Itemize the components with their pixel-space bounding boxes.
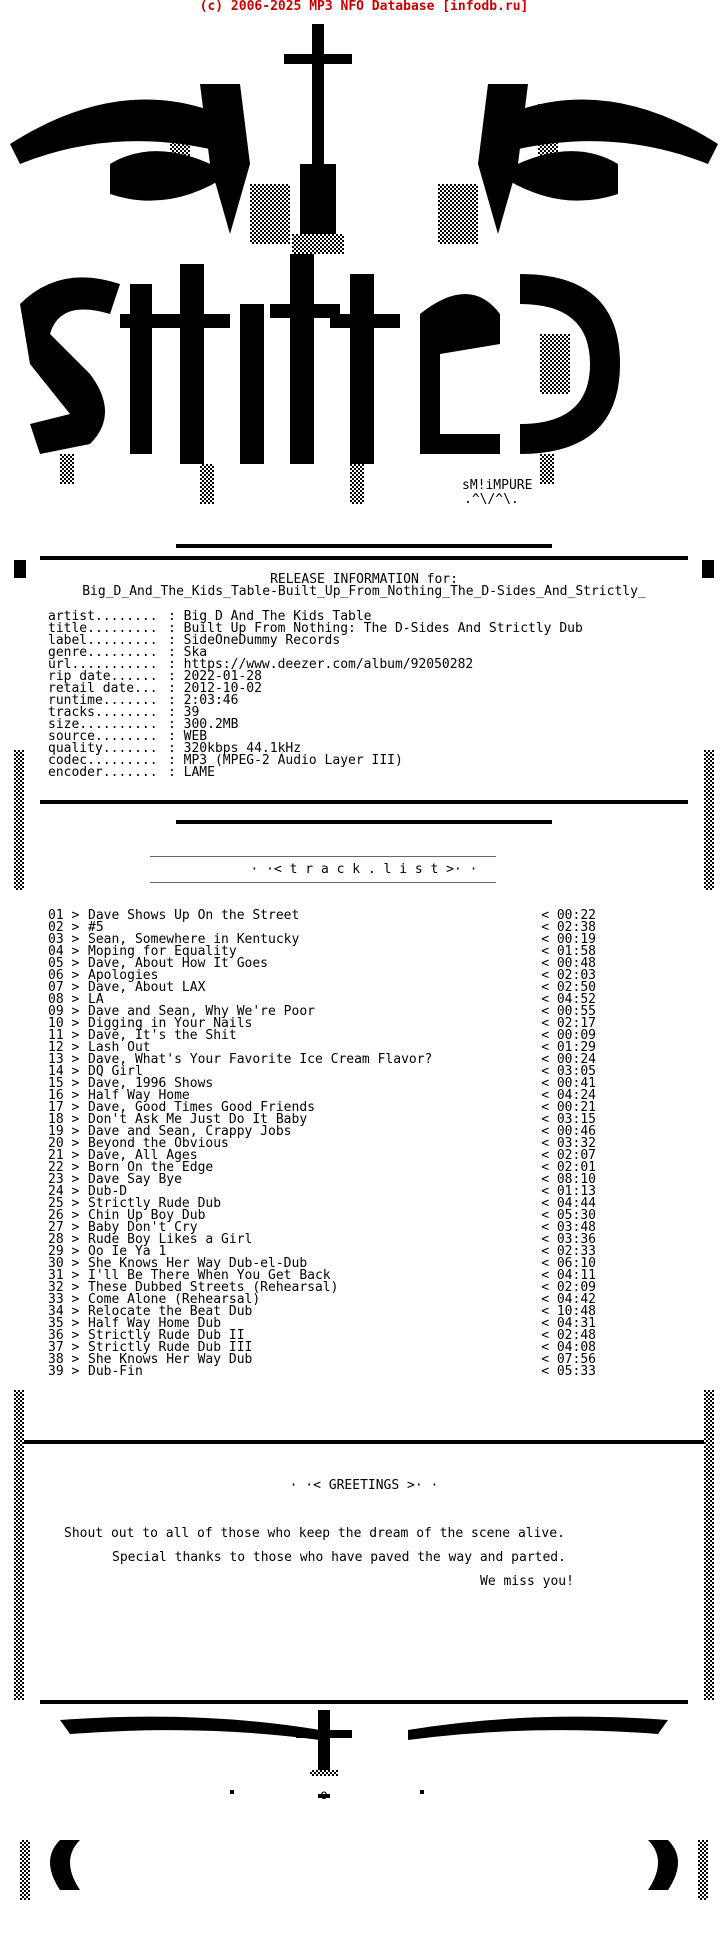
info-key: encoder....... bbox=[48, 765, 158, 780]
track-duration: < 00:21 bbox=[541, 1100, 596, 1115]
track-duration: < 04:08 bbox=[541, 1340, 596, 1355]
track-number: 04 > bbox=[48, 944, 80, 959]
track-duration: < 00:46 bbox=[541, 1124, 596, 1139]
track-number: 33 > bbox=[48, 1292, 80, 1307]
info-separator: : bbox=[168, 729, 184, 744]
track-title: Dub-Fin bbox=[88, 1364, 143, 1379]
info-separator: : bbox=[168, 609, 184, 624]
frame-bottom-rule-2 bbox=[176, 820, 552, 824]
track-title: Half Way Home bbox=[88, 1088, 190, 1103]
track-title: Oo Ie Ya 1 bbox=[88, 1244, 167, 1259]
track-number: 37 > bbox=[48, 1340, 80, 1355]
track-duration: < 00:55 bbox=[541, 1004, 596, 1019]
info-value: https://www.deezer.com/album/92050282 bbox=[183, 657, 474, 672]
greetings-side-left bbox=[14, 1390, 24, 1700]
info-separator: : bbox=[168, 645, 184, 660]
info-separator: : bbox=[168, 705, 184, 720]
track-number: 16 > bbox=[48, 1088, 80, 1103]
track-duration: < 00:41 bbox=[541, 1076, 596, 1091]
info-key: size.......... bbox=[48, 717, 158, 732]
greetings-rule-top bbox=[24, 1440, 704, 1444]
site-credit: (c) 2006-2025 MP3 NFO Database [infodb.ru] bbox=[199, 0, 529, 14]
tracklist-rule-top bbox=[150, 856, 496, 857]
info-key: label......... bbox=[48, 633, 158, 648]
info-key: rip date...... bbox=[48, 669, 158, 684]
track-title: Dave and Sean, Crappy Jobs bbox=[88, 1124, 292, 1139]
track-title: Dave, All Ages bbox=[88, 1148, 198, 1163]
track-duration: < 00:22 bbox=[541, 908, 596, 923]
track-duration: < 02:38 bbox=[541, 920, 596, 935]
track-number: 29 > bbox=[48, 1244, 80, 1259]
info-separator: : bbox=[168, 741, 184, 756]
tracklist-heading: · ·< t r a c k . l i s t >· · bbox=[250, 862, 478, 877]
info-key: retail date... bbox=[48, 681, 158, 696]
info-key: quality....... bbox=[48, 741, 158, 756]
track-title: These Dubbed Streets (Rehearsal) bbox=[88, 1280, 339, 1295]
track-number: 01 > bbox=[48, 908, 80, 923]
track-duration: < 00:24 bbox=[541, 1052, 596, 1067]
track-duration: < 01:13 bbox=[541, 1184, 596, 1199]
track-duration: < 02:07 bbox=[541, 1148, 596, 1163]
info-value: 2012-10-02 bbox=[183, 681, 262, 696]
track-list bbox=[0, 910, 728, 1380]
track-duration: < 01:58 bbox=[541, 944, 596, 959]
track-duration: < 04:44 bbox=[541, 1196, 596, 1211]
track-number: 28 > bbox=[48, 1232, 80, 1247]
art-signature: sM!iMPURE bbox=[462, 478, 533, 493]
info-separator: : bbox=[168, 753, 184, 768]
track-number: 02 > bbox=[48, 920, 80, 935]
art-signature-mark: .^\/^\. bbox=[464, 492, 519, 507]
track-title: Come Alone (Rehearsal) bbox=[88, 1292, 261, 1307]
track-number: 31 > bbox=[48, 1268, 80, 1283]
track-title: I'll Be There When You Get Back bbox=[88, 1268, 331, 1283]
track-duration: < 04:31 bbox=[541, 1316, 596, 1331]
frame-bottom-rule bbox=[40, 800, 688, 804]
track-number: 23 > bbox=[48, 1172, 80, 1187]
info-separator: : bbox=[168, 681, 184, 696]
track-duration: < 02:01 bbox=[541, 1160, 596, 1175]
track-title: LA bbox=[88, 992, 104, 1007]
track-title: #5 bbox=[88, 920, 104, 935]
track-title: Digging in Your Nails bbox=[88, 1016, 253, 1031]
track-duration: < 02:50 bbox=[541, 980, 596, 995]
track-number: 36 > bbox=[48, 1328, 80, 1343]
track-title: Dave, Good Times Good Friends bbox=[88, 1100, 315, 1115]
track-number: 34 > bbox=[48, 1304, 80, 1319]
track-title: Rude Boy Likes a Girl bbox=[88, 1232, 253, 1247]
info-row bbox=[48, 767, 215, 779]
info-value: Ska bbox=[183, 645, 208, 660]
info-value: 39 bbox=[183, 705, 200, 720]
info-separator: : bbox=[168, 657, 184, 672]
track-row bbox=[48, 1174, 596, 1186]
track-duration: < 02:03 bbox=[541, 968, 596, 983]
release-heading: RELEASE INFORMATION for: bbox=[270, 572, 458, 587]
info-separator: : bbox=[168, 669, 184, 684]
track-title: Strictly Rude Dub II bbox=[88, 1328, 245, 1343]
track-number: 06 > bbox=[48, 968, 80, 983]
info-value: SideOneDummy Records bbox=[183, 633, 341, 648]
release-name: Big_D_And_The_Kids_Table-Built_Up_From_Nothing_The_D-Sides_And_Strictly_ bbox=[82, 584, 646, 599]
track-number: 25 > bbox=[48, 1196, 80, 1211]
track-title: Beyond the Obvious bbox=[88, 1136, 229, 1151]
track-duration: < 10:48 bbox=[541, 1304, 596, 1319]
track-duration: < 03:48 bbox=[541, 1220, 596, 1235]
track-duration: < 03:32 bbox=[541, 1136, 596, 1151]
track-number: 27 > bbox=[48, 1220, 80, 1235]
track-title: Dave, About How It Goes bbox=[88, 956, 269, 971]
track-title: Dave Say Bye bbox=[88, 1172, 182, 1187]
track-row bbox=[48, 1366, 596, 1378]
info-value: MP3 (MPEG-2 Audio Layer III) bbox=[183, 753, 403, 768]
info-key: tracks........ bbox=[48, 705, 158, 720]
track-duration: < 02:48 bbox=[541, 1328, 596, 1343]
track-title: Dave and Sean, Why We're Poor bbox=[88, 1004, 315, 1019]
info-separator: : bbox=[168, 765, 184, 780]
track-number: 39 > bbox=[48, 1364, 80, 1379]
info-key: runtime....... bbox=[48, 693, 158, 708]
info-separator: : bbox=[168, 717, 184, 732]
track-duration: < 02:17 bbox=[541, 1016, 596, 1031]
track-title: Baby Don't Cry bbox=[88, 1220, 198, 1235]
frame-top-rule bbox=[176, 544, 552, 548]
track-title: Chin Up Boy Dub bbox=[88, 1208, 206, 1223]
info-key: genre......... bbox=[48, 645, 158, 660]
track-title: She Knows Her Way Dub bbox=[88, 1352, 253, 1367]
track-title: Dave, What's Your Favorite Ice Cream Flavor? bbox=[88, 1052, 433, 1067]
track-number: 35 > bbox=[48, 1316, 80, 1331]
info-key: url........... bbox=[48, 657, 158, 672]
track-number: 08 > bbox=[48, 992, 80, 1007]
track-row bbox=[48, 982, 596, 994]
track-title: Dave, It's the Shit bbox=[88, 1028, 237, 1043]
logo-graphic bbox=[0, 14, 728, 544]
track-duration: < 00:09 bbox=[541, 1028, 596, 1043]
track-number: 13 > bbox=[48, 1052, 80, 1067]
track-title: She Knows Her Way Dub-el-Dub bbox=[88, 1256, 308, 1271]
track-number: 09 > bbox=[48, 1004, 80, 1019]
logo-artwork bbox=[0, 14, 728, 544]
track-title: Born On the Edge bbox=[88, 1160, 214, 1175]
frame-top-rule-2 bbox=[40, 556, 688, 560]
greetings-side-right bbox=[704, 1390, 714, 1700]
track-number: 20 > bbox=[48, 1136, 80, 1151]
track-number: 18 > bbox=[48, 1112, 80, 1127]
track-number: 32 > bbox=[48, 1280, 80, 1295]
info-value: 300.2MB bbox=[183, 717, 239, 732]
greetings-heading: · ·< GREETINGS >· · bbox=[289, 1478, 439, 1493]
track-title: DQ Girl bbox=[88, 1064, 143, 1079]
info-separator: : bbox=[168, 633, 184, 648]
track-duration: < 00:48 bbox=[541, 956, 596, 971]
track-number: 03 > bbox=[48, 932, 80, 947]
track-number: 17 > bbox=[48, 1100, 80, 1115]
footer-ornament bbox=[0, 1690, 728, 1930]
info-value: Built Up From Nothing: The D-Sides And Strictly Dub bbox=[183, 621, 583, 636]
track-title: Dave Shows Up On the Street bbox=[88, 908, 300, 923]
track-duration: < 03:15 bbox=[541, 1112, 596, 1127]
info-separator: : bbox=[168, 693, 184, 708]
track-title: Relocate the Beat Dub bbox=[88, 1304, 253, 1319]
tracklist-rule-bottom bbox=[150, 882, 496, 883]
track-duration: < 07:56 bbox=[541, 1352, 596, 1367]
track-duration: < 04:52 bbox=[541, 992, 596, 1007]
greetings-line-1: Shout out to all of those who keep the dream of the scene alive. bbox=[64, 1526, 565, 1541]
track-number: 10 > bbox=[48, 1016, 80, 1031]
track-duration: < 08:10 bbox=[541, 1172, 596, 1187]
track-title: Strictly Rude Dub III bbox=[88, 1340, 253, 1355]
track-number: 38 > bbox=[48, 1352, 80, 1367]
track-number: 14 > bbox=[48, 1064, 80, 1079]
track-title: Half Way Home Dub bbox=[88, 1316, 222, 1331]
track-duration: < 02:09 bbox=[541, 1280, 596, 1295]
track-number: 30 > bbox=[48, 1256, 80, 1271]
track-number: 15 > bbox=[48, 1076, 80, 1091]
info-value: 2:03:46 bbox=[183, 693, 239, 708]
track-number: 22 > bbox=[48, 1160, 80, 1175]
greetings-line-2: Special thanks to those who have paved the way and parted. bbox=[112, 1550, 566, 1565]
track-title: Dub-D bbox=[88, 1184, 128, 1199]
track-duration: < 04:24 bbox=[541, 1088, 596, 1103]
track-duration: < 00:19 bbox=[541, 932, 596, 947]
track-duration: < 02:33 bbox=[541, 1244, 596, 1259]
track-number: 07 > bbox=[48, 980, 80, 995]
track-duration: < 03:05 bbox=[541, 1064, 596, 1079]
track-number: 19 > bbox=[48, 1124, 80, 1139]
track-number: 11 > bbox=[48, 1028, 80, 1043]
track-row bbox=[48, 910, 596, 922]
track-title: Dave, About LAX bbox=[88, 980, 206, 995]
info-value: 2022-01-28 bbox=[183, 669, 262, 684]
info-value: Big D And The Kids Table bbox=[183, 609, 372, 624]
track-duration: < 05:33 bbox=[541, 1364, 596, 1379]
info-value: 320kbps 44.1kHz bbox=[183, 741, 302, 756]
info-key: source........ bbox=[48, 729, 158, 744]
track-number: 12 > bbox=[48, 1040, 80, 1055]
track-duration: < 01:29 bbox=[541, 1040, 596, 1055]
info-key: title......... bbox=[48, 621, 158, 636]
greetings-line-3: We miss you! bbox=[480, 1574, 574, 1589]
track-title: Sean, Somewhere in Kentucky bbox=[88, 932, 300, 947]
footer-mark: o bbox=[320, 1788, 328, 1803]
track-title: Dave, 1996 Shows bbox=[88, 1076, 214, 1091]
track-title: Strictly Rude Dub bbox=[88, 1196, 222, 1211]
track-number: 24 > bbox=[48, 1184, 80, 1199]
track-duration: < 05:30 bbox=[541, 1208, 596, 1223]
info-value: WEB bbox=[183, 729, 208, 744]
track-duration: < 04:11 bbox=[541, 1268, 596, 1283]
info-separator: : bbox=[168, 621, 184, 636]
track-duration: < 06:10 bbox=[541, 1256, 596, 1271]
track-title: Moping for Equality bbox=[88, 944, 237, 959]
track-number: 05 > bbox=[48, 956, 80, 971]
track-title: Lash Out bbox=[88, 1040, 151, 1055]
info-key: artist........ bbox=[48, 609, 158, 624]
track-title: Apologies bbox=[88, 968, 159, 983]
track-number: 26 > bbox=[48, 1208, 80, 1223]
track-duration: < 04:42 bbox=[541, 1292, 596, 1307]
track-number: 21 > bbox=[48, 1148, 80, 1163]
info-value: LAME bbox=[183, 765, 215, 780]
track-duration: < 03:36 bbox=[541, 1232, 596, 1247]
info-key: codec......... bbox=[48, 753, 158, 768]
track-title: Don't Ask Me Just Do It Baby bbox=[88, 1112, 308, 1127]
